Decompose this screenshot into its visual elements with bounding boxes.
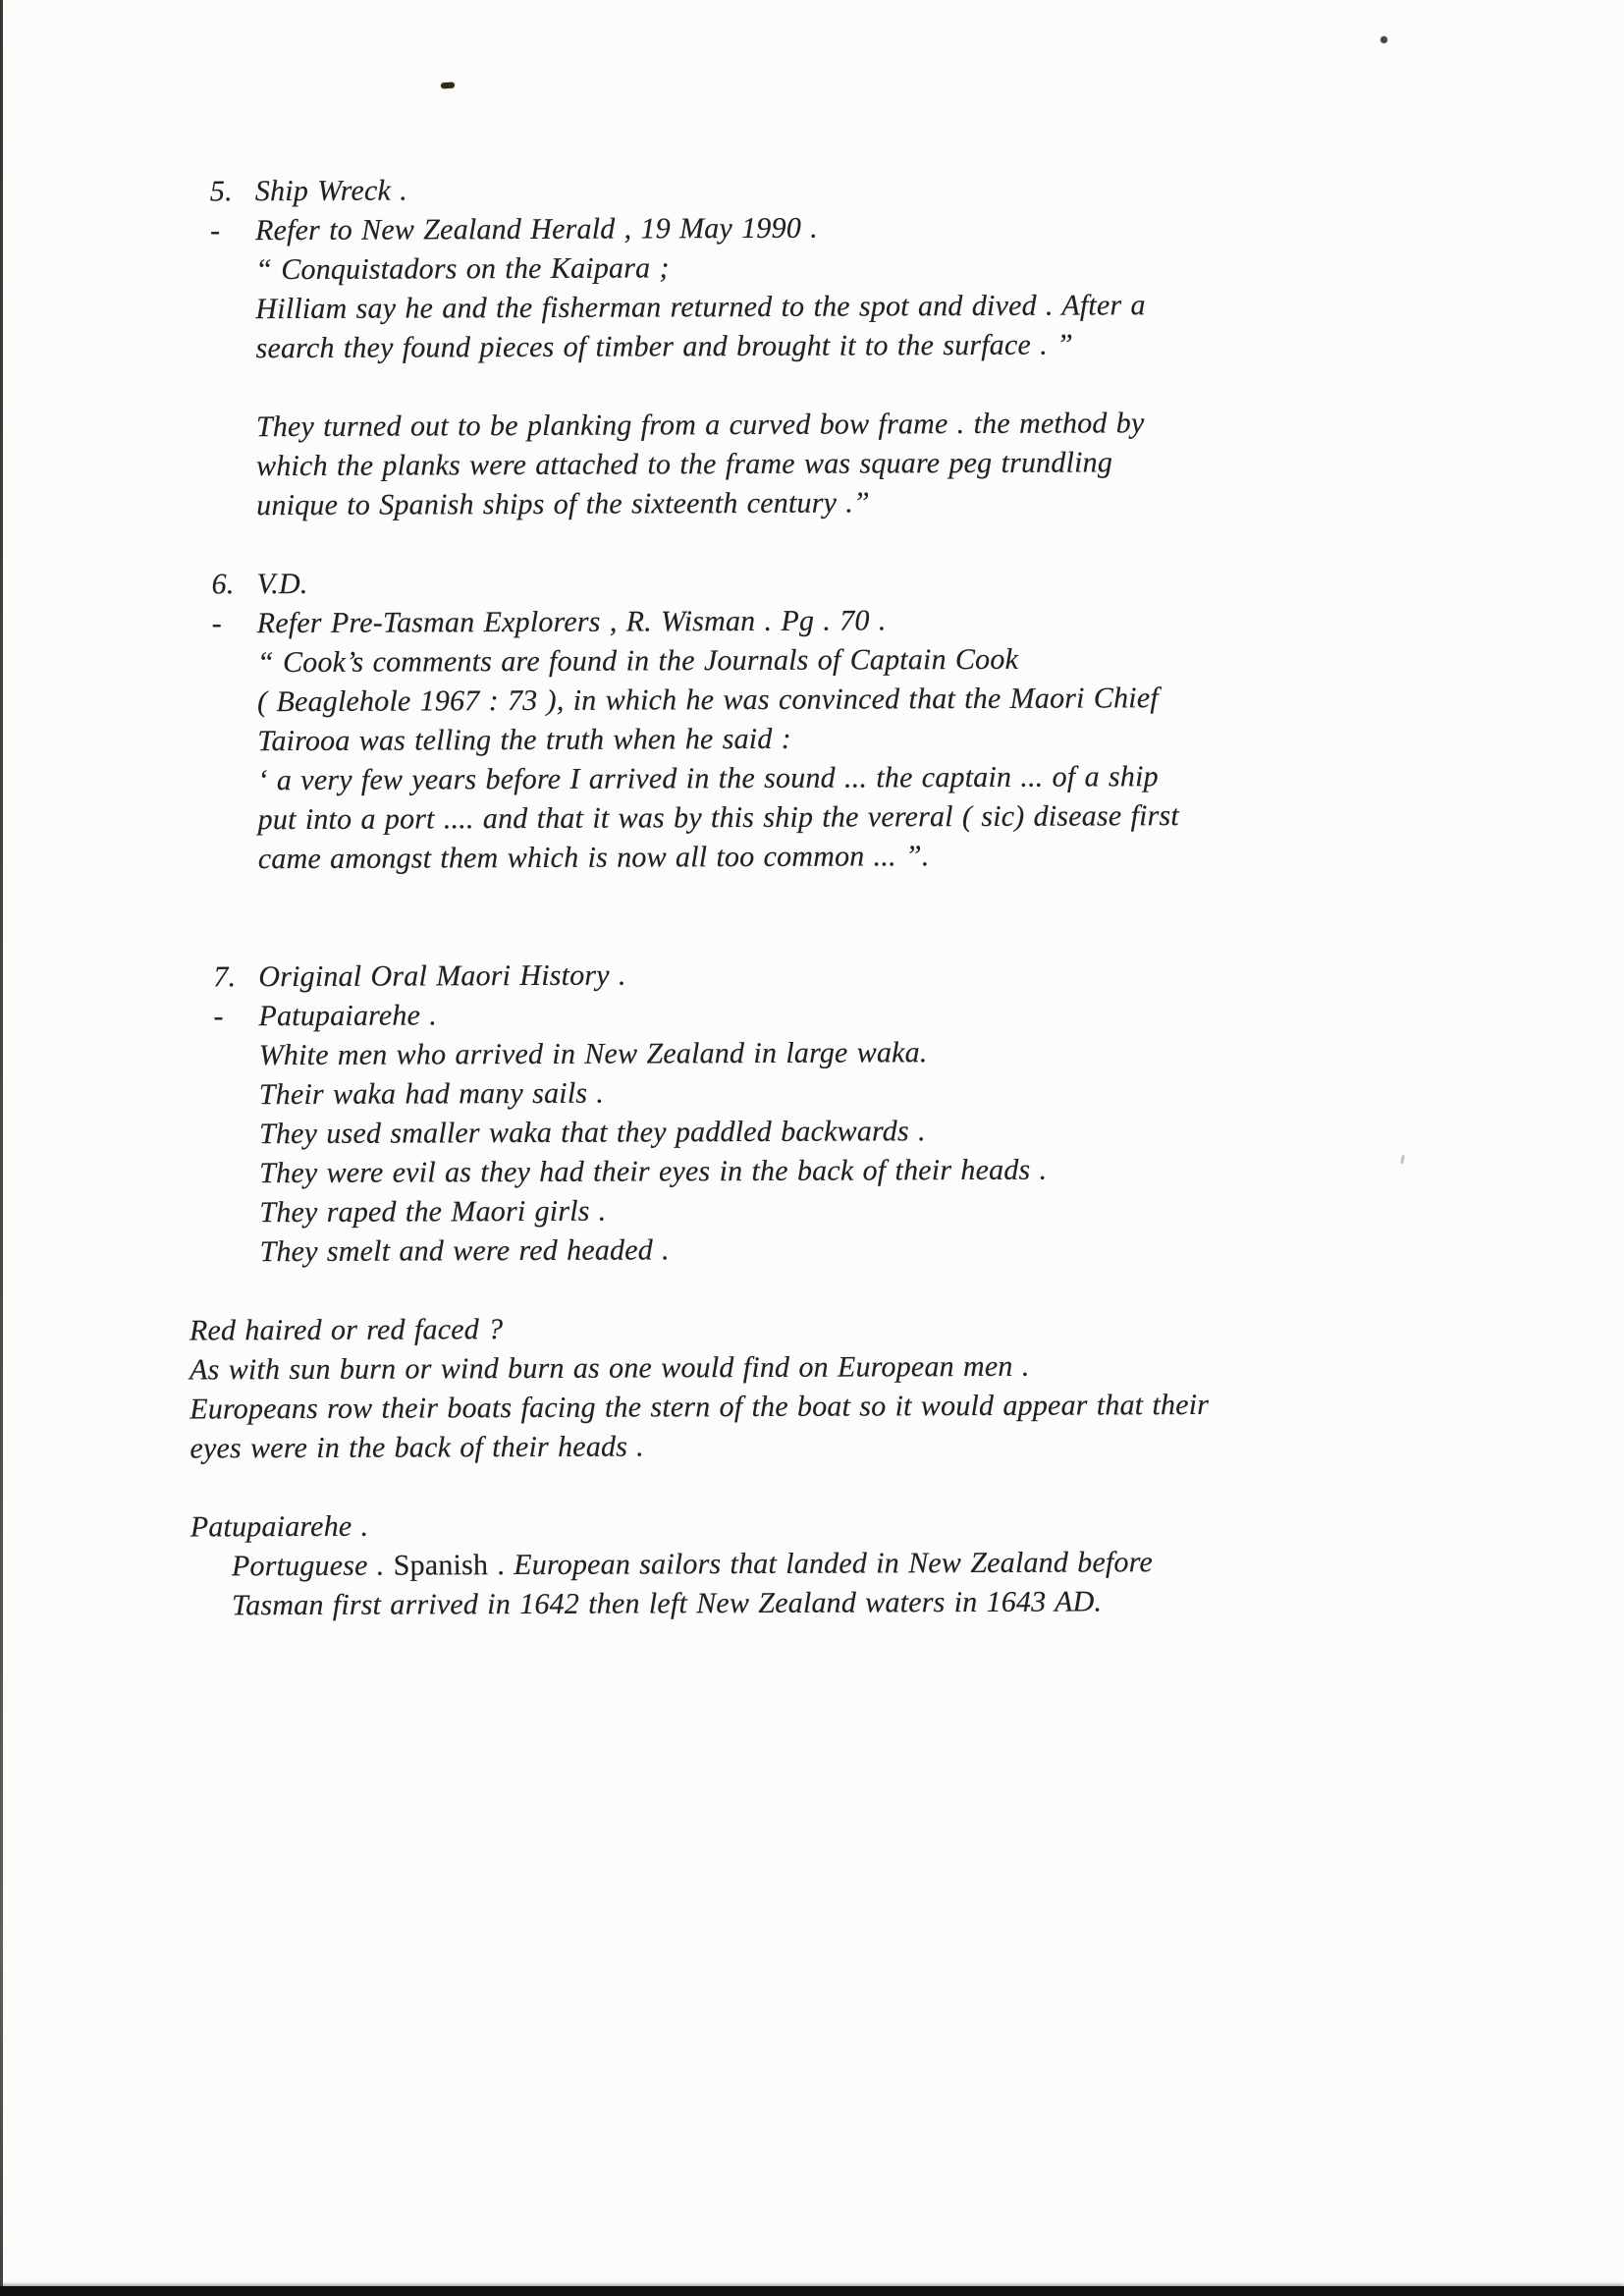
line-text: “ Cook’s comments are found in the Journals of Captain Cook [256, 642, 1019, 680]
blank-line [4, 876, 1624, 961]
line-text: ‘ a very few years before I arrived in the sound ... the captain ... of a ship [257, 760, 1159, 797]
line-text: They raped the Maori girls . [259, 1194, 607, 1230]
line-text: put into a port .... and that it was by this ship the vereral ( sic) disease first [257, 799, 1179, 837]
list-marker: 7. [213, 960, 237, 994]
text-line [7, 1583, 1624, 1629]
line-text: They smelt and were red headed . [259, 1233, 670, 1269]
line-text: Red haired or red faced ? [189, 1313, 504, 1347]
line-text: “ Conquistadors on the Kaipara ; [255, 251, 670, 287]
line-text: eyes were in the back of their heads . [189, 1430, 645, 1465]
text-line [1, 326, 1624, 372]
line-text: Their waka had many sails . [258, 1076, 605, 1112]
line-text: Ship Wreck . [254, 174, 407, 208]
list-marker: 5. [209, 175, 233, 208]
line-text: V.D. [256, 567, 308, 601]
line-text: Patupaiarehe . [258, 999, 438, 1033]
line-text: They were evil as they had their eyes in the back of their heads . [259, 1153, 1048, 1190]
line-text: search they found pieces of timber and brought it to the surface . ” [255, 328, 1074, 365]
line-text: Refer to New Zealand Herald , 19 May 1990 . [254, 211, 818, 247]
line-text: They used smaller waka that they paddled backwards . [258, 1115, 926, 1151]
line-text: They turned out to be planking from a curved bow frame . the method by [255, 407, 1145, 444]
line-text: Refer Pre-Tasman Explorers , R. Wisman . Pg . 70 . [256, 604, 887, 640]
line-text: came amongst them which is now all too common ... ”. [257, 840, 930, 876]
list-marker: - [209, 214, 221, 247]
list-marker: 6. [211, 568, 235, 601]
line-text: Hilliam say he and the fisherman returned to the spot and dived . After a [255, 289, 1146, 326]
line-text: Tasman first arrived in 1642 then left New Zealand waters in 1643 AD. [232, 1585, 1103, 1622]
list-marker: - [213, 1000, 224, 1033]
line-text: ( Beaglehole 1967 : 73 ), in which he was convinced that the Maori Chief [257, 682, 1159, 719]
line-text: White men who arrived in New Zealand in large waka. [258, 1036, 928, 1072]
line-text: Original Oral Maori History . [258, 958, 626, 994]
line-text: unique to Spanish ships of the sixteenth century .” [256, 486, 870, 522]
line-text: Europeans row their boats facing the stern of the boat so it would appear that their [189, 1388, 1210, 1426]
text-line [6, 1426, 1624, 1472]
line-text: Patupaiarehe . [189, 1509, 369, 1544]
text-line [4, 837, 1624, 883]
text-line [5, 1230, 1624, 1276]
list-marker: - [211, 607, 223, 640]
line-text: As with sun burn or wind burn as one would find on European men . [189, 1349, 1030, 1387]
line-text: which the planks were attached to the frame was square peg trundling [255, 446, 1113, 483]
scan-edge-bottom-artifact [0, 2286, 1624, 2296]
text-line [2, 483, 1624, 529]
line-text: Tairooa was telling the truth when he said : [257, 722, 791, 758]
line-text: Portuguese . Spanish . European sailors that landed in New Zealand before [231, 1546, 1154, 1583]
